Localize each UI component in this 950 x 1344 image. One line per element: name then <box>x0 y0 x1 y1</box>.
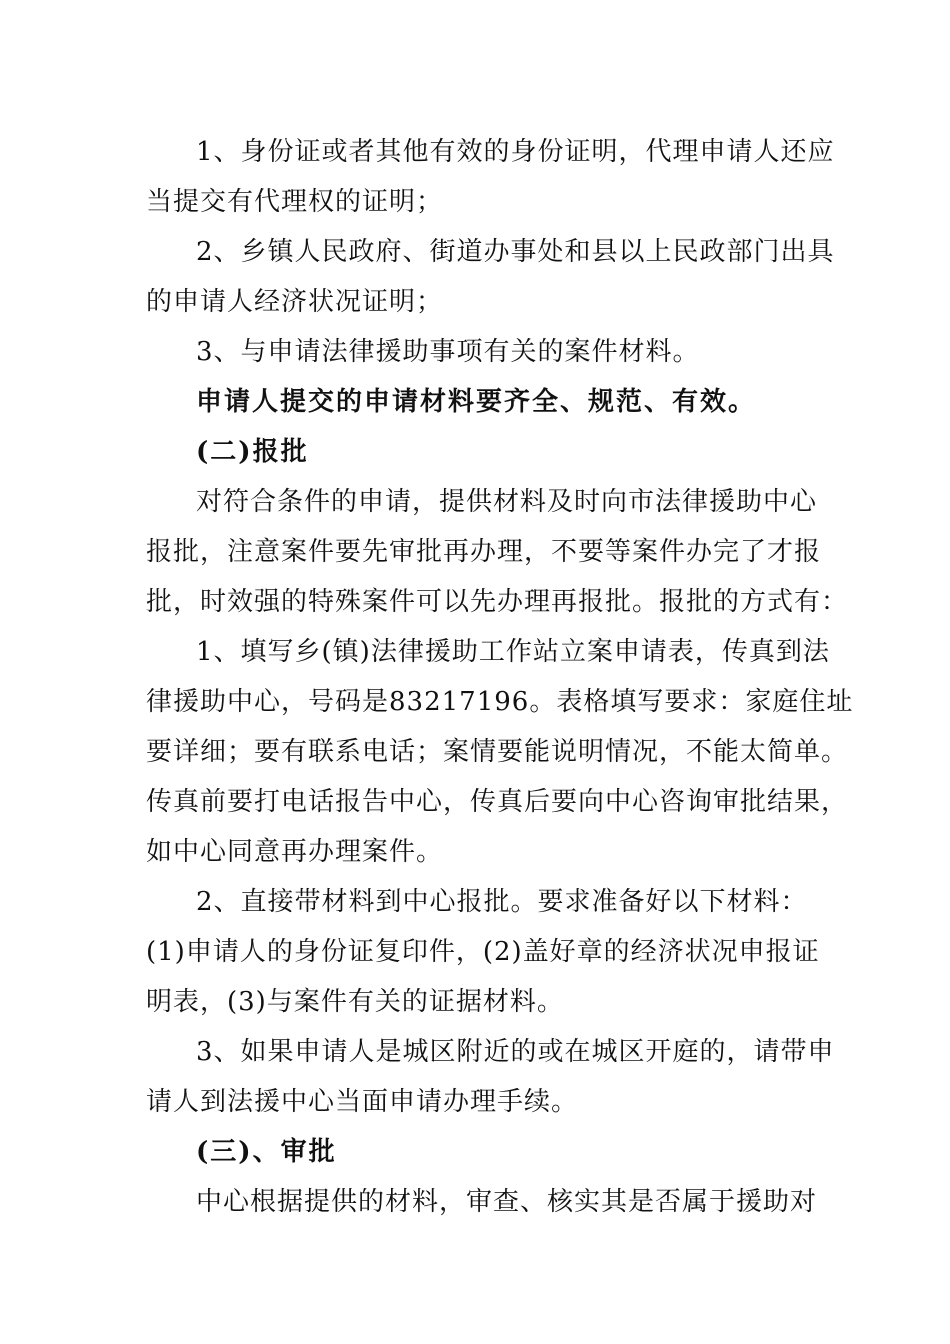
method-1-line-3: 要详细；要有联系电话；案情要能说明情况，不能太简单。 <box>146 737 849 767</box>
paragraph-approval-line-1: 中心根据提供的材料，审查、核实其是否属于援助对 <box>196 1187 818 1217</box>
paragraph-report-line-3: 批，时效强的特殊案件可以先办理再报批。报批的方式有： <box>146 587 849 617</box>
item-3-line: 3、与申请法律援助事项有关的案件材料。 <box>196 337 700 367</box>
item-2-line-1: 2、乡镇人民政府、街道办事处和县以上民政部门出具 <box>196 237 835 267</box>
method-3-line-2: 请人到法援中心当面申请办理手续。 <box>146 1087 579 1117</box>
method-1-line-1: 1、填写乡(镇)法律援助工作站立案申请表，传真到法 <box>196 637 830 667</box>
item-1-line-1: 1、身份证或者其他有效的身份证明，代理申请人还应 <box>196 137 835 167</box>
requirement-statement: 申请人提交的申请材料要齐全、规范、有效。 <box>196 387 757 417</box>
paragraph-report-line-1: 对符合条件的申请，提供材料及时向市法律援助中心 <box>196 487 818 517</box>
item-1-line-2: 当提交有代理权的证明； <box>146 187 444 217</box>
method-1-line-2: 律援助中心，号码是83217196。表格填写要求：家庭住址 <box>146 687 854 717</box>
section-heading-approval: (三)、审批 <box>196 1137 337 1167</box>
method-1-line-5: 如中心同意再办理案件。 <box>146 837 444 867</box>
method-1-line-4: 传真前要打电话报告中心，传真后要向中心咨询审批结果， <box>146 787 849 817</box>
item-2-line-2: 的申请人经济状况证明； <box>146 287 444 317</box>
method-2-line-1: 2、直接带材料到中心报批。要求准备好以下材料： <box>196 887 808 917</box>
method-2-line-2: (1)申请人的身份证复印件，(2)盖好章的经济状况申报证 <box>146 937 820 967</box>
method-2-line-3: 明表，(3)与案件有关的证据材料。 <box>146 987 564 1017</box>
paragraph-report-line-2: 报批，注意案件要先审批再办理，不要等案件办完了才报 <box>146 537 822 567</box>
method-3-line-1: 3、如果申请人是城区附近的或在城区开庭的，请带申 <box>196 1037 835 1067</box>
section-heading-report: (二)报批 <box>196 437 309 467</box>
